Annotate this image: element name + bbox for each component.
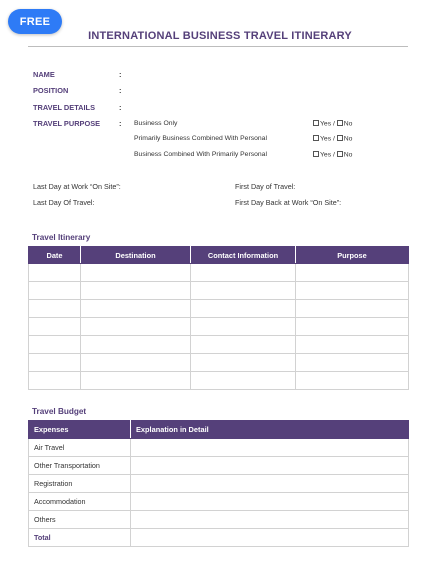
purpose-yes-no — [313, 151, 352, 159]
table-cell[interactable] — [296, 336, 409, 354]
no-checkbox[interactable] — [337, 120, 343, 126]
table-row — [29, 282, 409, 300]
yes-label: Yes / — [320, 135, 335, 143]
table-cell[interactable] — [296, 300, 409, 318]
table-cell[interactable] — [29, 282, 81, 300]
table-cell[interactable] — [29, 372, 81, 390]
purpose-header: Purpose — [296, 247, 409, 264]
yes-checkbox[interactable] — [313, 151, 319, 157]
table-row — [29, 511, 409, 529]
travel-details-label: TRAVEL DETAILS — [33, 103, 95, 112]
table-cell[interactable] — [81, 372, 191, 390]
table-cell[interactable] — [131, 457, 409, 475]
table-cell[interactable] — [29, 354, 81, 372]
itinerary-header-row — [29, 247, 409, 264]
travel-purpose-colon: : — [119, 119, 122, 128]
table-cell[interactable] — [191, 264, 296, 282]
position-colon: : — [119, 86, 122, 95]
table-cell[interactable] — [296, 354, 409, 372]
purpose-option-label: Business Combined With Primarily Personal — [134, 151, 267, 158]
table-cell[interactable] — [131, 529, 409, 547]
table-cell[interactable] — [131, 493, 409, 511]
table-cell[interactable] — [296, 264, 409, 282]
expense-label: Registration — [29, 475, 131, 493]
itinerary-section-title: Travel Itinerary — [32, 233, 91, 242]
expense-label: Accommodation — [29, 493, 131, 511]
table-cell[interactable] — [131, 511, 409, 529]
table-cell[interactable] — [81, 336, 191, 354]
no-label: No — [343, 120, 353, 128]
purpose-option-label: Primarily Business Combined With Personal — [134, 135, 267, 142]
no-label: No — [343, 135, 353, 143]
table-cell[interactable] — [191, 318, 296, 336]
contact-information-header: Contact Information — [191, 247, 296, 264]
table-cell[interactable] — [81, 300, 191, 318]
no-label: No — [343, 151, 353, 159]
expense-label: Air Travel — [29, 439, 131, 457]
itinerary-table — [28, 246, 409, 390]
expenses-header: Expenses — [29, 421, 131, 439]
yes-label: Yes / — [320, 151, 335, 159]
yes-checkbox[interactable] — [313, 120, 319, 126]
table-cell[interactable] — [131, 439, 409, 457]
last-day-of-travel-label: Last Day Of Travel: — [33, 198, 95, 207]
table-cell[interactable] — [191, 300, 296, 318]
table-cell[interactable] — [29, 318, 81, 336]
table-cell[interactable] — [191, 372, 296, 390]
table-cell[interactable] — [29, 336, 81, 354]
table-row — [29, 354, 409, 372]
purpose-yes-no — [313, 135, 352, 143]
table-cell[interactable] — [191, 354, 296, 372]
expense-label: Others — [29, 511, 131, 529]
table-cell[interactable] — [29, 264, 81, 282]
travel-details-colon: : — [119, 103, 122, 112]
table-row — [29, 457, 409, 475]
budget-header-row — [29, 421, 409, 439]
purpose-yes-no — [313, 120, 352, 128]
destination-header: Destination — [81, 247, 191, 264]
table-row — [29, 336, 409, 354]
yes-label: Yes / — [320, 120, 335, 128]
table-cell[interactable] — [296, 318, 409, 336]
yes-checkbox[interactable] — [313, 135, 319, 141]
table-cell[interactable] — [131, 475, 409, 493]
table-row — [29, 493, 409, 511]
budget-table — [28, 420, 409, 547]
table-row — [29, 529, 409, 547]
date-header: Date — [29, 247, 81, 264]
table-cell[interactable] — [81, 264, 191, 282]
table-cell[interactable] — [81, 318, 191, 336]
table-row — [29, 439, 409, 457]
free-badge[interactable]: FREE — [8, 9, 62, 34]
name-label: NAME — [33, 70, 55, 79]
budget-section-title: Travel Budget — [32, 407, 87, 416]
table-cell[interactable] — [191, 282, 296, 300]
position-label: POSITION — [33, 86, 69, 95]
table-row — [29, 372, 409, 390]
table-cell[interactable] — [29, 300, 81, 318]
title-divider — [28, 46, 408, 47]
total-label: Total — [29, 529, 131, 547]
purpose-option-label: Business Only — [134, 120, 178, 127]
name-colon: : — [119, 70, 122, 79]
no-checkbox[interactable] — [337, 135, 343, 141]
table-cell[interactable] — [81, 282, 191, 300]
table-row — [29, 300, 409, 318]
table-cell[interactable] — [296, 372, 409, 390]
table-cell[interactable] — [296, 282, 409, 300]
table-row — [29, 475, 409, 493]
expense-label: Other Transportation — [29, 457, 131, 475]
table-cell[interactable] — [81, 354, 191, 372]
no-checkbox[interactable] — [337, 151, 343, 157]
last-day-at-work-label: Last Day at Work “On Site”: — [33, 182, 121, 191]
travel-purpose-label: TRAVEL PURPOSE — [33, 119, 101, 128]
document-title: INTERNATIONAL BUSINESS TRAVEL ITINERARY — [88, 30, 352, 42]
first-day-back-label: First Day Back at Work “On Site”: — [235, 198, 342, 207]
first-day-of-travel-label: First Day of Travel: — [235, 182, 296, 191]
table-row — [29, 318, 409, 336]
table-row — [29, 264, 409, 282]
table-cell[interactable] — [191, 336, 296, 354]
explanation-header: Explanation in Detail — [131, 421, 409, 439]
